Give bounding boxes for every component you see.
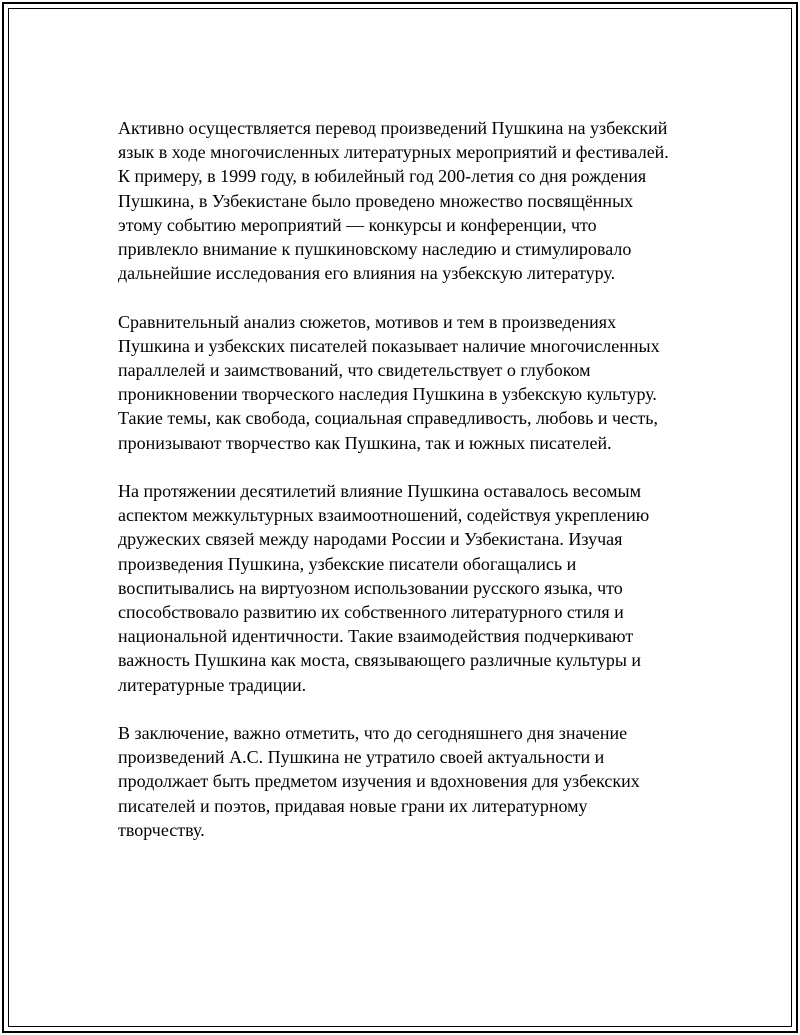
paragraph-3	[118, 479, 708, 697]
paragraph-2	[118, 310, 708, 455]
text-line: творчеству.	[118, 819, 205, 840]
text-line: Пушкина и узбекских писателей показывает наличие многочисленных	[118, 335, 660, 356]
text-line: аспектом межкультурных взаимоотношений, содействуя укреплению	[118, 505, 650, 526]
text-line: способствовало развитию их собственного литературного стиля и	[118, 602, 624, 623]
text-line: воспитывались на виртуозном использовании русского языка, что	[118, 577, 623, 598]
text-line: привлекло внимание к пушкиновскому наследию и стимулировало	[118, 239, 632, 260]
text-line: К примеру, в 1999 году, в юбилейный год 200-летия со дня рождения	[118, 166, 647, 187]
text-line: На протяжении десятилетий влияние Пушкина оставалось весомым	[118, 481, 642, 502]
text-line: параллелей и заимствований, что свидетельствует о глубоком	[118, 360, 591, 381]
text-line: Такие темы, как свобода, социальная справедливость, любовь и честь,	[118, 408, 658, 429]
text-line: дальнейшие исследования его влияния на узбекскую литературу.	[118, 263, 616, 284]
text-line: Пушкина, в Узбекистане было проведено множество посвящённых	[118, 190, 634, 211]
text-line: дружеских связей между народами России и Узбекистана. Изучая	[118, 529, 623, 550]
text-line: произведений А.С. Пушкина не утратило своей актуальности и	[118, 747, 605, 768]
text-line: литературные традиции.	[118, 674, 307, 695]
text-line: продолжает быть предметом изучения и вдохновения для узбекских	[118, 771, 640, 792]
text-line: писателей и поэтов, придавая новые грани их литературному	[118, 795, 588, 816]
text-line: национальной идентичности. Такие взаимодействия подчеркивают	[118, 626, 634, 647]
paragraph-4	[118, 721, 708, 842]
text-line: важность Пушкина как моста, связывающего различные культуры и	[118, 650, 642, 671]
text-line: Сравнительный анализ сюжетов, мотивов и тем в произведениях	[118, 311, 617, 332]
text-line: произведения Пушкина, узбекские писатели обогащались и	[118, 553, 577, 574]
text-line: В заключение, важно отметить, что до сегодняшнего дня значение	[118, 723, 628, 744]
text-line: проникновении творческого наследия Пушкина в узбекскую культуру.	[118, 384, 657, 405]
text-line: этому событию мероприятий — конкурсы и конференции, что	[118, 214, 597, 235]
document-body	[118, 116, 708, 866]
text-line: Активно осуществляется перевод произведений Пушкина на узбекский	[118, 118, 668, 138]
text-line: язык в ходе многочисленных литературных мероприятий и фестивалей.	[118, 142, 669, 163]
text-line: пронизывают творчество как Пушкина, так и южных писателей.	[118, 432, 612, 453]
paragraph-1	[118, 116, 708, 285]
